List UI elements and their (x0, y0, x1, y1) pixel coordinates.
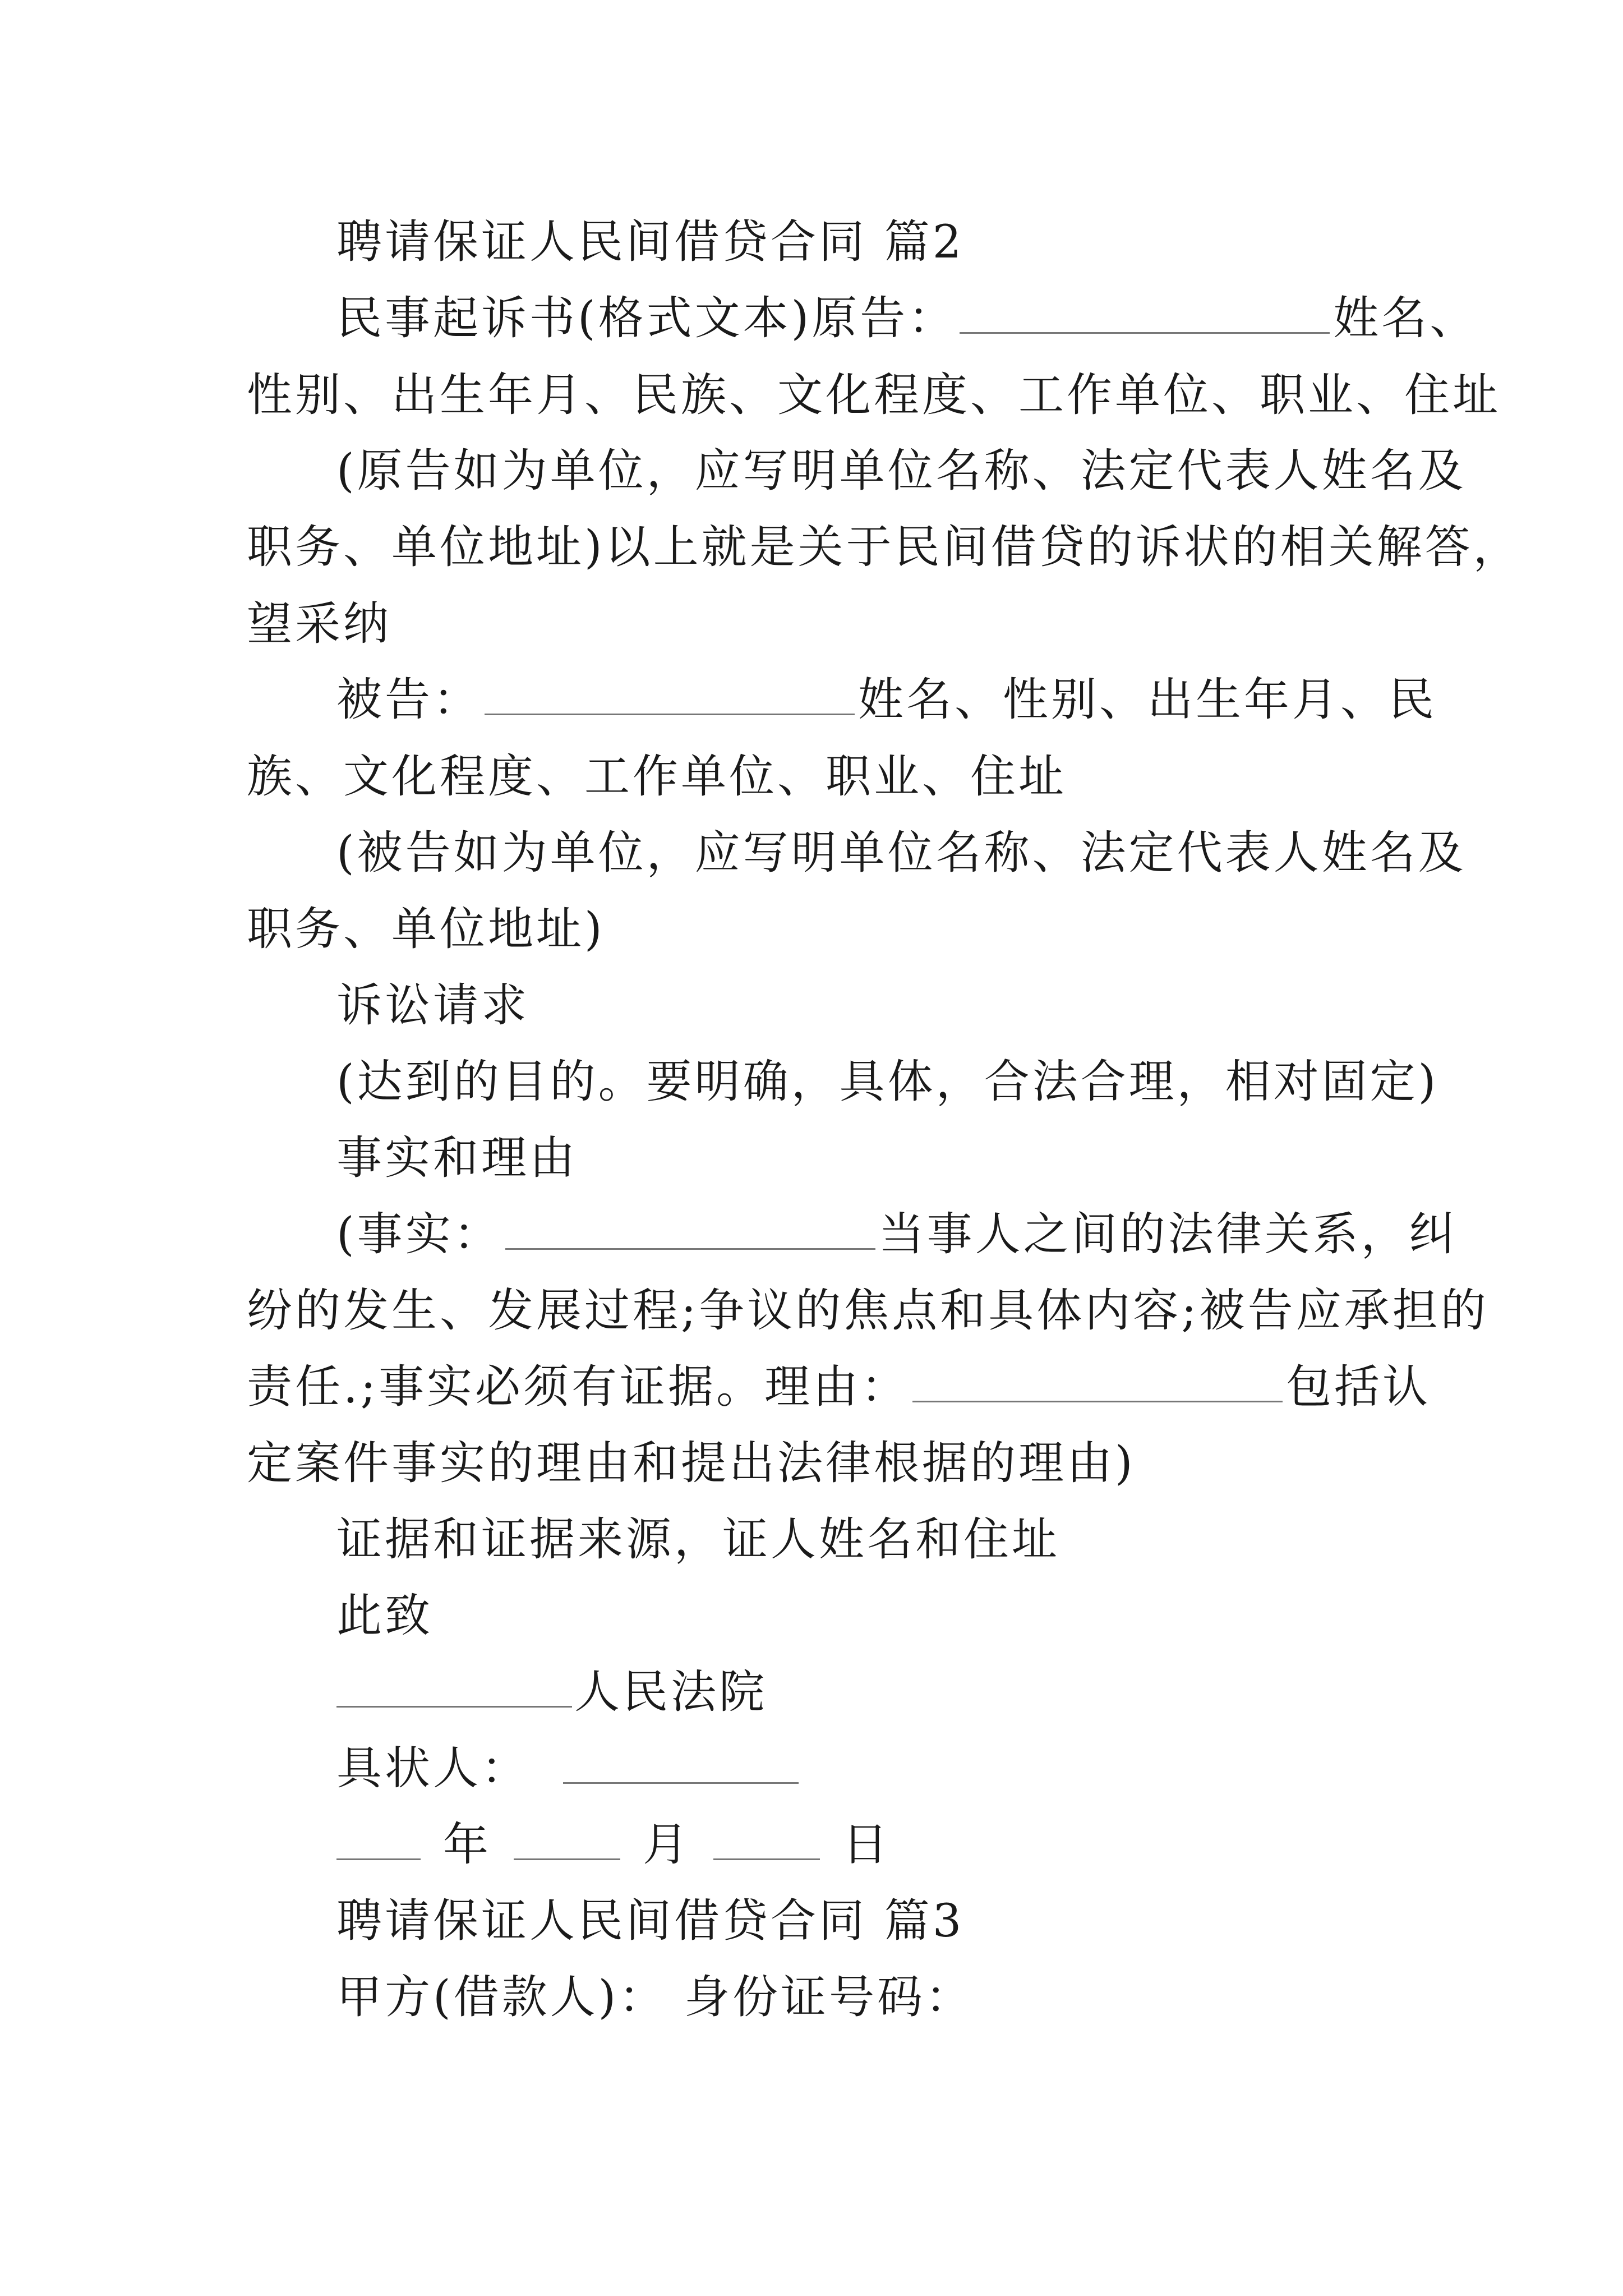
paragraph-line: 望采纳 (247, 598, 392, 651)
paragraph-plaintiff-unit: (原告如为单位，应写明单位名称、法定代表人姓名及 (336, 445, 1467, 498)
signature-line: 具状人： (336, 1741, 1492, 1797)
section-heading-3: 聘请保证人民间借贷合同 篇3 (336, 1895, 965, 1948)
paragraph-facts: (事实： 当事人之间的法律关系，纠 (336, 1208, 1458, 1261)
paragraph-defendant-unit: (被告如为单位，应写明单位名称、法定代表人姓名及 (336, 827, 1467, 880)
reason-blank (912, 1400, 1283, 1402)
paragraph-line: 族、文化程度、工作单位、职业、住址 (247, 751, 1067, 803)
paragraph-evidence: 证据和证据来源，证人姓名和住址 (336, 1513, 1061, 1566)
heading-facts: 事实和理由 (336, 1132, 578, 1185)
paragraph-line: 职务、单位地址) (247, 903, 605, 956)
paragraph-line: 性别、出生年月、民族、文化程度、工作单位、职业、住址 (247, 369, 1501, 422)
paragraph-line: 纷的发生、发展过程;争议的焦点和具体内容;被告应承担的 (247, 1285, 1489, 1337)
paragraph-line: 职务、单位地址)以上就是关于民间借贷的诉状的相关解答， (247, 521, 1521, 574)
heading-claims: 诉讼请求 (336, 979, 530, 1032)
day-blank (713, 1858, 820, 1860)
facts-blank (505, 1248, 875, 1250)
defendant-blank (485, 713, 855, 715)
court-line: 人民法院 (336, 1664, 1492, 1720)
paragraph-line: 责任.;事实必须有证据。理由： 包括认 (247, 1361, 1431, 1414)
paragraph-defendant: 被告： 姓名、性别、出生年月、民 (336, 674, 1437, 726)
date-line: 年 月 日 (336, 1817, 1492, 1873)
year-blank (336, 1858, 421, 1860)
signature-blank (563, 1782, 799, 1784)
closing-salutation: 此致 (336, 1590, 434, 1642)
paragraph-claims: (达到的目的。要明确，具体，合法合理，相对固定) (336, 1056, 1439, 1108)
court-blank (336, 1705, 572, 1708)
paragraph-plaintiff: 民事起诉书(格式文本)原告： 姓名、 (336, 292, 1478, 345)
paragraph-party-a: 甲方(借款人)： 身份证号码： (336, 1971, 974, 2024)
month-blank (514, 1858, 620, 1860)
paragraph-line: 定案件事实的理由和提出法律根据的理由) (247, 1437, 1136, 1490)
plaintiff-blank (960, 332, 1330, 334)
section-heading-2: 聘请保证人民间借贷合同 篇2 (336, 216, 965, 269)
